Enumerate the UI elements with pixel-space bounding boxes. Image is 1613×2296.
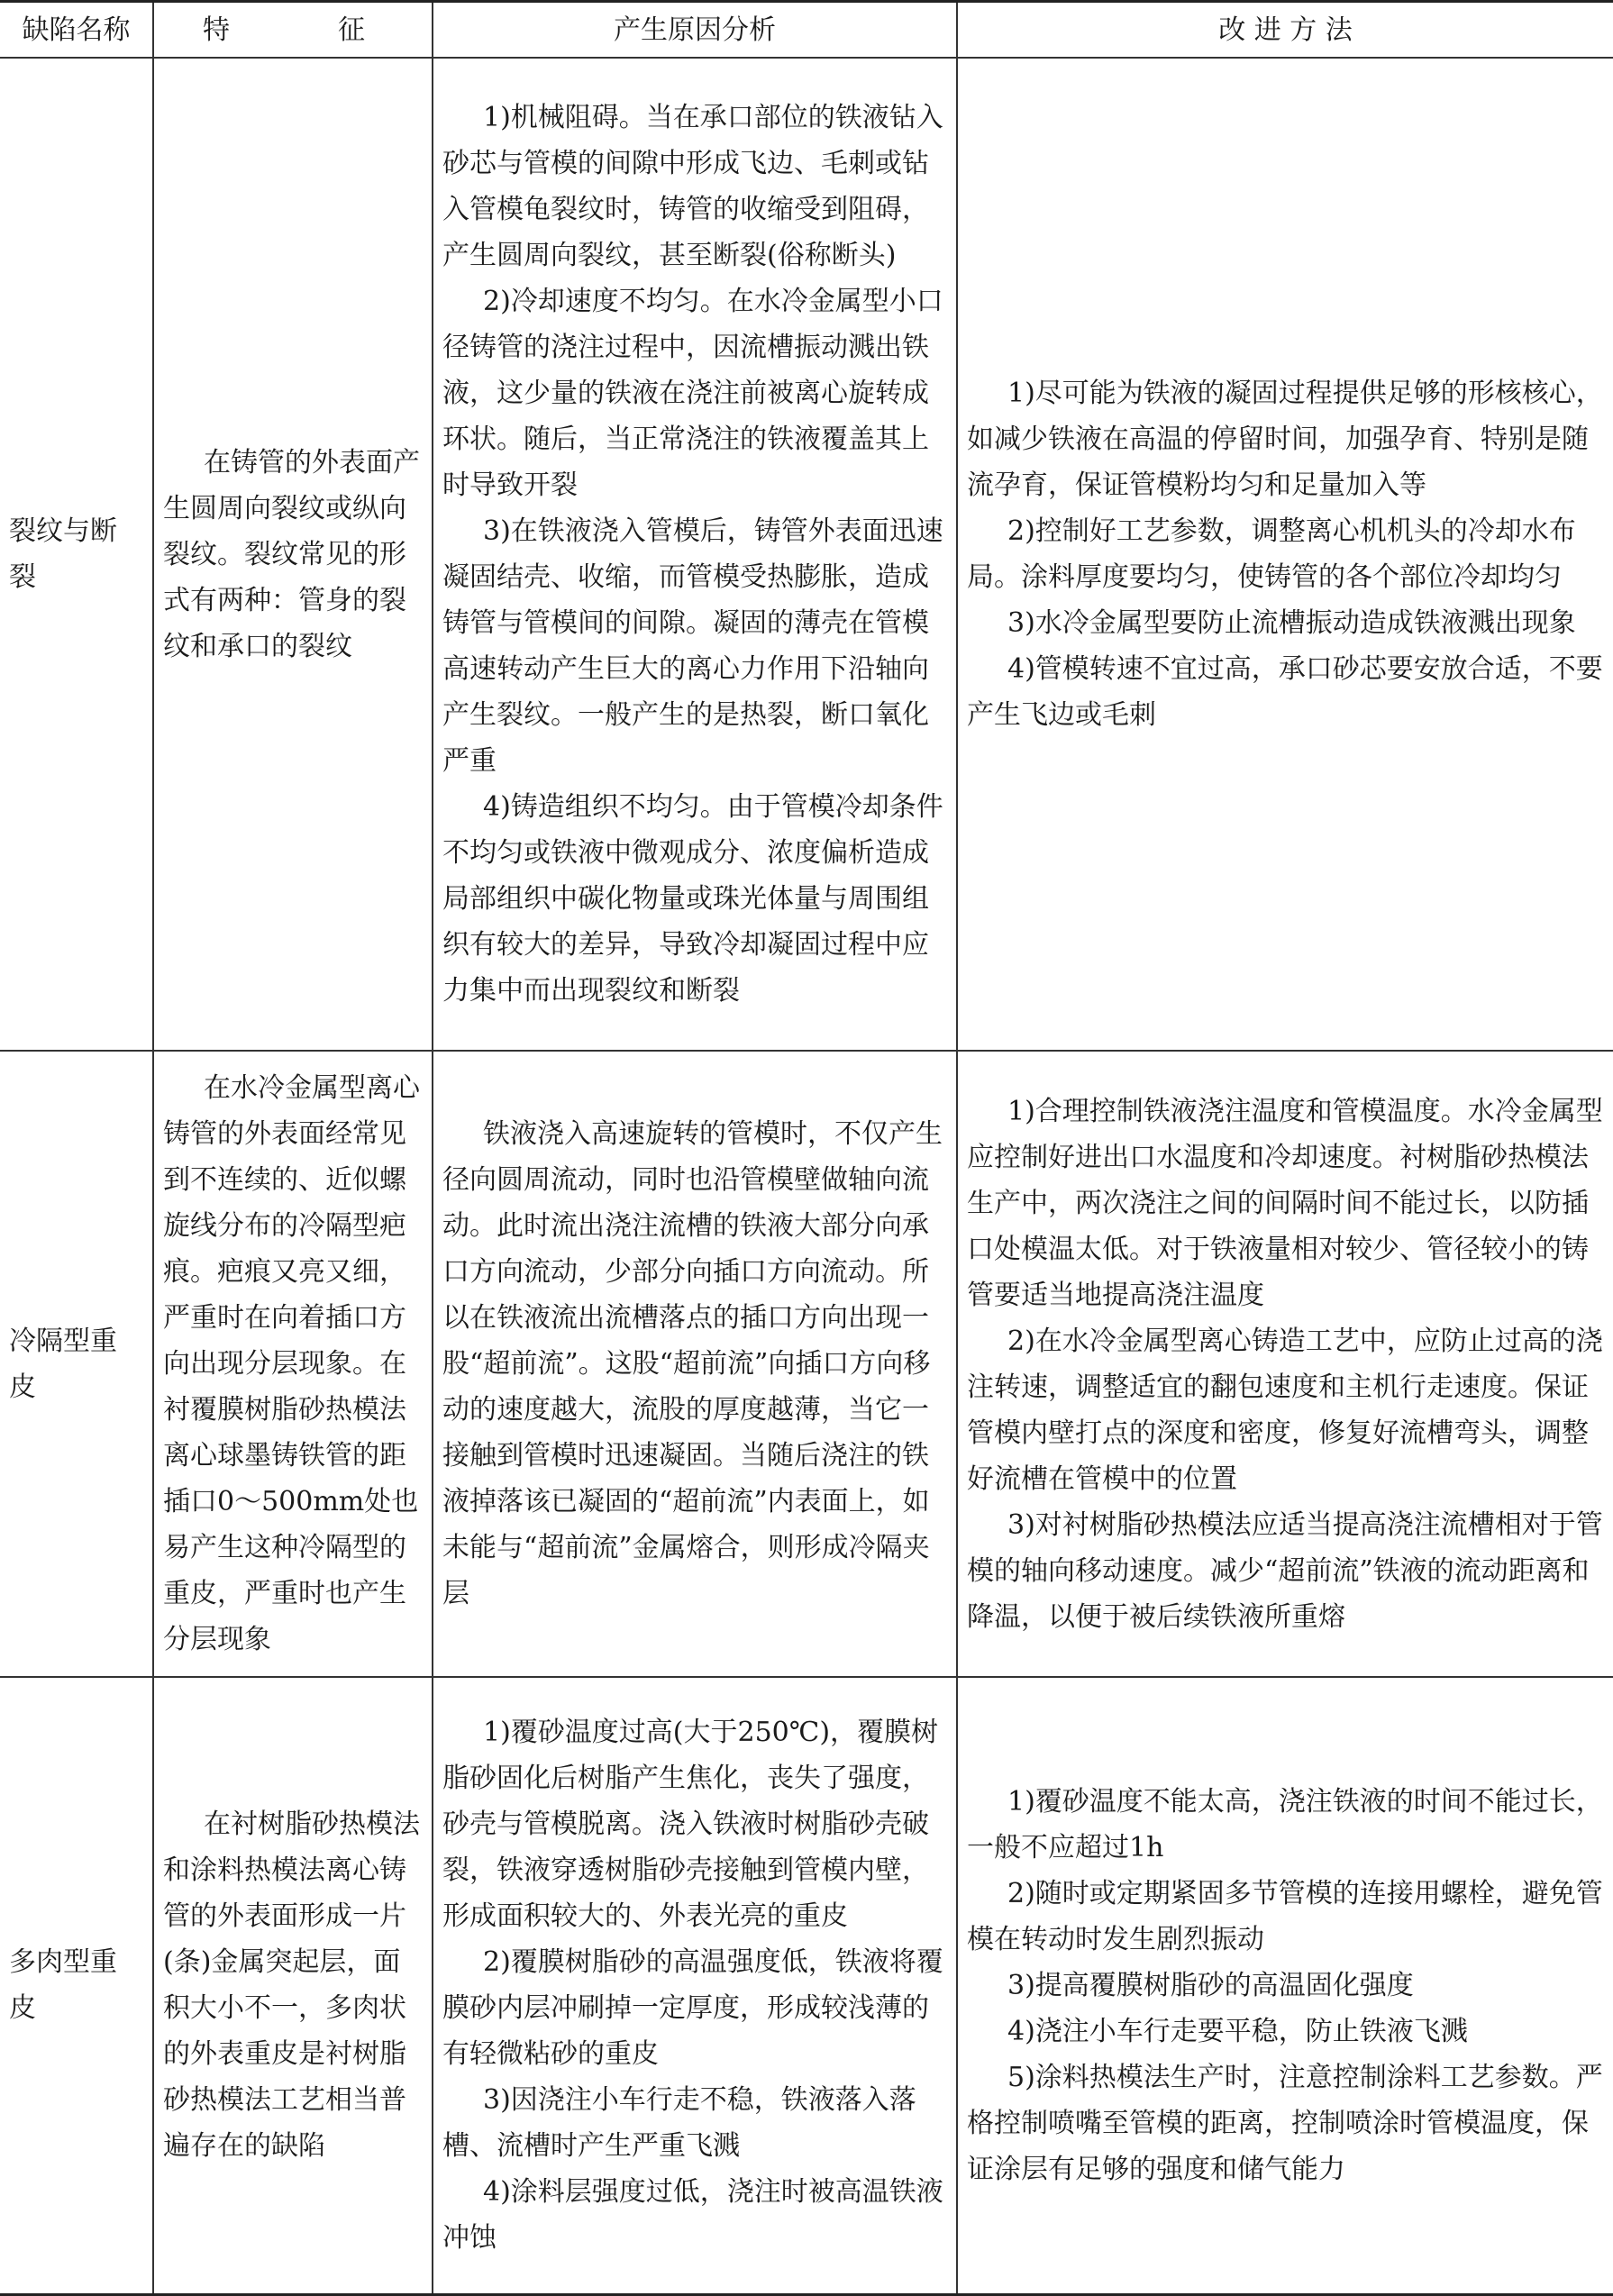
fix-item: 4)管模转速不宜过高，承口砂芯要安放合适，不要产生飞边或毛刺: [967, 653, 1603, 731]
feature-cell: 在铸管的外表面产生圆周向裂纹或纵向裂纹。裂纹常见的形式有两种：管身的裂纹和承口的裂纹: [153, 58, 433, 1051]
fix-item: 1)合理控制铁液浇注温度和管模温度。水冷金属型应控制好进出口水温度和冷却速度。衬树脂砂热模法生产中，两次浇注之间的间隔时间不能过长，以防插口处模温太低。对于铁液量相对较少、管径较小的铸管要适当地提高浇注温度: [967, 1095, 1603, 1311]
fix-item: 3)提高覆膜树脂砂的高温固化强度: [1007, 1969, 1414, 2001]
fix-item: 1)尽可能为铁液的凝固过程提供足够的形核核心，如减少铁液在高温的停留时间，加强孕育、特别是随流孕育，保证管模粉均匀和足量加入等: [967, 378, 1603, 501]
cause-item: 1)机械阻碍。当在承口部位的铁液钻入砂芯与管模的间隙中形成飞边、毛刺或钻入管模龟裂纹时，铸管的收缩受到阻碍，产生圆周向裂纹，甚至断裂(俗称断头): [442, 102, 943, 271]
fix-cell: [957, 58, 1613, 1051]
fix-item: 5)涂料热模法生产时，注意控制涂料工艺参数。严格控制喷嘴至管模的距离，控制喷涂时管模温度，保证涂层有足够的强度和储气能力: [967, 2061, 1603, 2185]
cause-item: 2)覆膜树脂砂的高温强度低，铁液将覆膜砂内层冲刷掉一定厚度，形成较浅薄的有轻微粘砂的重皮: [442, 1946, 943, 2071]
cause-item: 2)冷却速度不均匀。在水冷金属型小口径铸管的浇注过程中，因流槽振动溅出铁液，这少量的铁液在浇注前被离心旋转成环状。随后，当正常浇注的铁液覆盖其上时导致开裂: [442, 286, 943, 501]
table-row: [0, 58, 1613, 1051]
table-row: [0, 1051, 1613, 1677]
fix-cell: [957, 1051, 1613, 1677]
cause-item: 4)涂料层强度过低，浇注时被高温铁液冲蚀: [442, 2176, 943, 2255]
header-row: [0, 2, 1613, 59]
cause-item: 4)铸造组织不均匀。由于管模冷却条件不均匀或铁液中微观成分、浓度偏析造成局部组织中碳化物量或珠光体量与周围组织有较大的差异，导致冷却凝固过程中应力集中而出现裂纹和断裂: [442, 791, 943, 1007]
cause-cell: [433, 58, 957, 1051]
cause-item: 3)因浇注小车行走不稳，铁液落入落槽、流槽时产生严重飞溅: [442, 2084, 916, 2163]
fix-item: 2)在水冷金属型离心铸造工艺中，应防止过高的浇注转速，调整适宜的翻包速度和主机行走速度。保证管模内壁打点的深度和密度，修复好流槽弯头，调整好流槽在管模中的位置: [967, 1325, 1603, 1495]
defect-name-cell: 多肉型重皮: [0, 1677, 153, 2294]
cause-item: 1)覆砂温度过高(大于250℃)，覆膜树脂砂固化后树脂产生焦化，丧失了强度，砂壳与管模脱离。浇入铁液时树脂砂壳破裂，铁液穿透树脂砂壳接触到管模内壁，形成面积较大的、外表光亮的重皮: [442, 1717, 939, 1933]
fix-item: 2)随时或定期紧固多节管模的连接用螺栓，避免管模在转动时发生剧烈振动: [967, 1877, 1603, 1955]
defect-name-cell: 冷隔型重皮: [0, 1051, 153, 1677]
feature-cell: 在水冷金属型离心铸管的外表面经常见到不连续的、近似螺旋线分布的冷隔型疤痕。疤痕又亮又细，严重时在向着插口方向出现分层现象。在衬覆膜树脂砂热模法离心球墨铸铁管的距插口0～500mm处也易产生这种冷隔型的重皮，严重时也产生分层现象: [153, 1051, 433, 1677]
fix-item: 2)控制好工艺参数，调整离心机机头的冷却水布局。涂料厚度要均匀，使铸管的各个部位冷却均匀: [967, 515, 1576, 593]
header-feature: 特 征: [153, 2, 433, 59]
header-defect-name: 缺陷名称: [0, 2, 153, 59]
feature-cell: 在衬树脂砂热模法和涂料热模法离心铸管的外表面形成一片(条)金属突起层，面积大小不一，多肉状的外表重皮是衬树脂砂热模法工艺相当普遍存在的缺陷: [153, 1677, 433, 2294]
cause-cell: [433, 1677, 957, 2294]
header-cause-analysis: 产生原因分析: [433, 2, 957, 59]
defect-name-cell: 裂纹与断裂: [0, 58, 153, 1051]
fix-item: 3)水冷金属型要防止流槽振动造成铁液溅出现象: [1007, 607, 1576, 639]
fix-item: 3)对衬树脂砂热模法应适当提高浇注流槽相对于管模的轴向移动速度。减少“超前流”铁液的流动距离和降温，以便于被后续铁液所重熔: [967, 1508, 1603, 1633]
cause-item: 铁液浇入高速旋转的管模时，不仅产生径向圆周流动，同时也沿管模壁做轴向流动。此时流出浇注流槽的铁液大部分向承口方向流动，少部分向插口方向流动。所以在铁液流出流槽落点的插口方向出现一股“超前流”。这股“超前流”向插口方向移动的速度越大，流股的厚度越薄，当它一接触到管模时迅速凝固。当随后浇注的铁液掉落该已凝固的“超前流”内表面上，如未能与“超前流”金属熔合，则形成冷隔夹层: [442, 1118, 943, 1609]
cause-cell: [433, 1051, 957, 1677]
table-row: [0, 1677, 1613, 2294]
fix-item: 1)覆砂温度不能太高，浇注铁液的时间不能过长，一般不应超过1h: [967, 1785, 1603, 1863]
cause-item: 3)在铁液浇入管模后，铸管外表面迅速凝固结壳、收缩，而管模受热膨胀，造成铸管与管模间的间隙。凝固的薄壳在管模高速转动产生巨大的离心力作用下沿轴向产生裂纹。一般产生的是热裂，断口氧化严重: [442, 515, 943, 777]
fix-item: 4)浇注小车行走要平稳，防止铁液飞溅: [1007, 2015, 1468, 2047]
fix-cell: [957, 1677, 1613, 2294]
header-improvement-method: 改 进 方 法: [957, 2, 1613, 59]
